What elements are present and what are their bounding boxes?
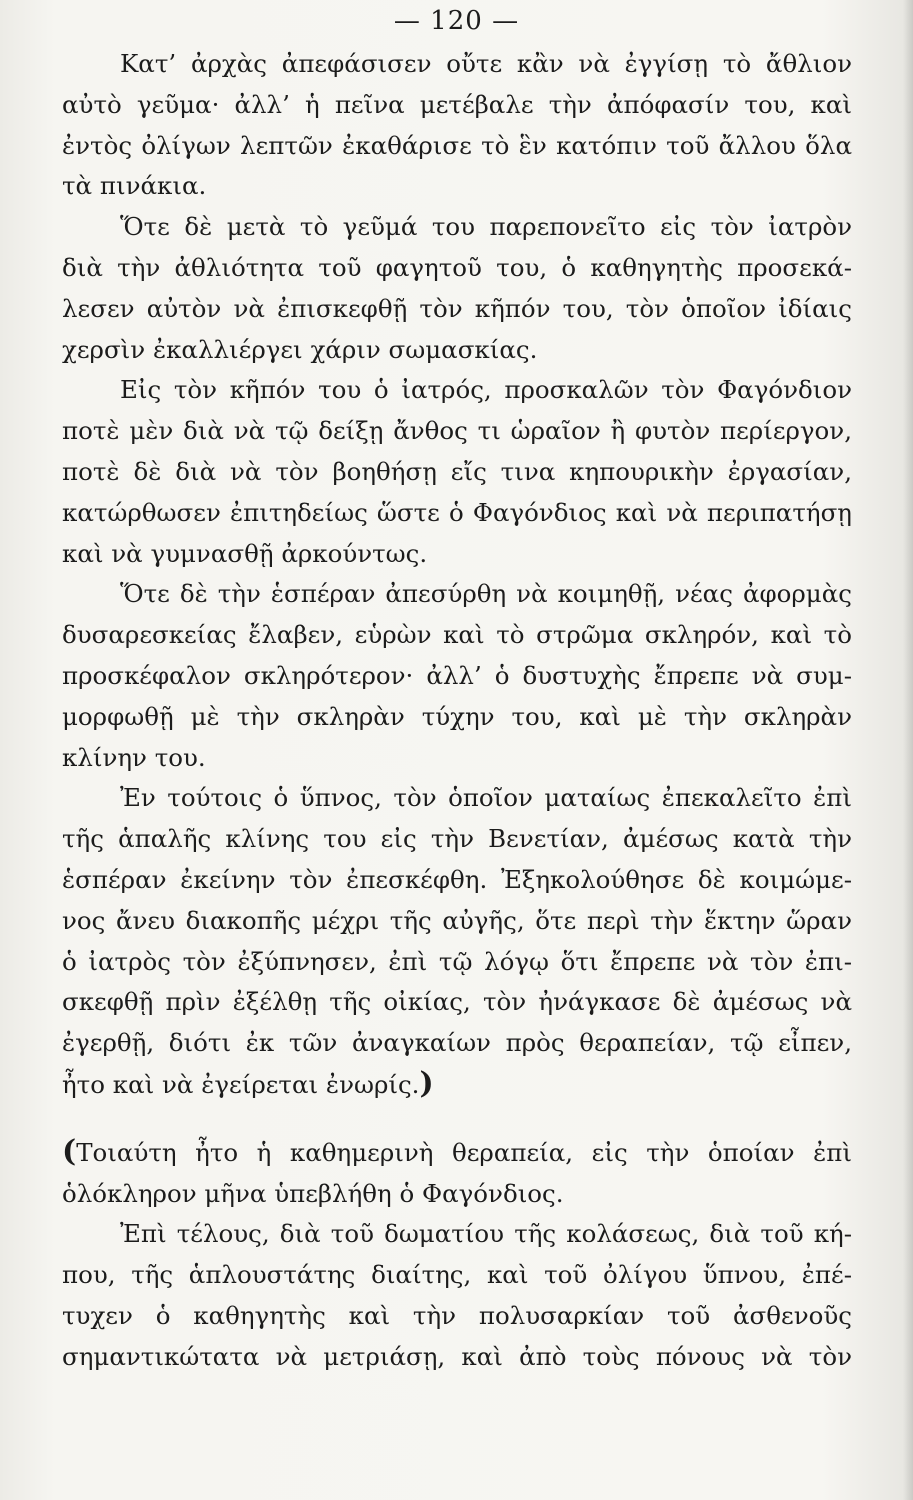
text-line: Ἐν τούτοις ὁ ὕπνος, τὸν ὁποῖον ματαίως ἐπεκαλεῖτο ἐπὶ: [120, 783, 852, 813]
text-line: κλίνην του.: [62, 742, 206, 772]
text-line: Κατ’ ἀρχὰς ἀπεφάσισεν οὔτε κἂν νὰ ἐγγίσῃ τὸ ἄθλιον: [120, 49, 852, 78]
text-line: σκεφθῇ πρὶν ἐξέλθῃ τῆς οἰκίας, τὸν ἠνάγκασε δὲ ἀμέσως νὰ: [62, 987, 852, 1017]
paragraph-3: [62, 370, 852, 574]
closing-bracket-mark: ): [419, 1065, 434, 1101]
text-line: αὐτὸ γεῦμα· ἀλλ’ ἡ πεῖνα μετέβαλε τὴν ἀπόφασίν του, καὶ: [62, 89, 852, 119]
text-line: [62, 1064, 852, 1106]
text-line: ὁλόκληρον μῆνα ὑπεβλήθη ὁ Φαγόνδιος.: [62, 1178, 564, 1208]
text-line: ποτὲ μὲν διὰ νὰ τῷ δείξῃ ἄνθος τι ὡραῖον ἢ φυτὸν περίεργον,: [62, 416, 852, 446]
paragraph-2: [62, 207, 852, 370]
paragraph-5: [62, 778, 852, 1105]
text-line: τυχεν ὁ καθηγητὴς καὶ τὴν πολυσαρκίαν τοῦ ἀσθενοῦς: [62, 1300, 852, 1330]
text-line: δυσαρεσκείας ἔλαβεν, εὑρὼν καὶ τὸ στρῶμα σκληρόν, καὶ τὸ: [62, 620, 852, 650]
text-line: ὁ ἰατρὸς τὸν ἐξύπνησεν, ἐπὶ τῷ λόγῳ ὅτι ἔπρεπε νὰ τὸν ἐπι-: [62, 946, 852, 976]
text-line: χερσὶν ἐκαλλιέργει χάριν σωμασκίας.: [62, 334, 538, 364]
body-text: [62, 44, 852, 1378]
text-line: ποτὲ δὲ διὰ νὰ τὸν βοηθήσῃ εἴς τινα κηπουρικὴν ἐργασίαν,: [62, 456, 852, 486]
text-line: κατώρθωσεν ἐπιτηδείως ὥστε ὁ Φαγόνδιος καὶ νὰ περιπατήσῃ: [62, 497, 852, 527]
page-number: — 120 —: [393, 6, 520, 36]
text-line: προσκέφαλον σκληρότερον· ἀλλ’ ὁ δυστυχὴς ἔπρεπε νὰ συμ-: [62, 660, 852, 690]
text-line: Ὅτε δὲ τὴν ἑσπέραν ἀπεσύρθη νὰ κοιμηθῇ, νέας ἀφορμὰς: [120, 579, 852, 609]
text-line: σημαντικώτατα νὰ μετριάσῃ, καὶ ἀπὸ τοὺς πόνους νὰ τὸν: [62, 1341, 852, 1371]
text-line: καὶ νὰ γυμνασθῇ ἀρκούντως.: [62, 538, 428, 568]
text-line: Εἰς τὸν κῆπόν του ὁ ἰατρός, προσκαλῶν τὸν Φαγόνδιον: [120, 375, 852, 405]
text-line: Ἐπὶ τέλους, διὰ τοῦ δωματίου τῆς κολάσεως, διὰ τοῦ κή-: [120, 1219, 852, 1249]
text-line: διὰ τὴν ἀθλιότητα τοῦ φαγητοῦ του, ὁ καθηγητὴς προσεκά-: [62, 252, 852, 282]
text-line-content: ἦτο καὶ νὰ ἐγείρεται ἐνωρίς.: [62, 1069, 420, 1099]
text-line: ἐντὸς ὀλίγων λεπτῶν ἐκαθάρισε τὸ ἓν κατόπιν τοῦ ἄλλου ὅλα: [62, 130, 852, 160]
opening-bracket-mark: (: [62, 1133, 77, 1169]
paragraph-4: [62, 574, 852, 778]
text-line: τῆς ἁπαλῆς κλίνης του εἰς τὴν Βενετίαν, ἀμέσως κατὰ τὴν: [62, 824, 852, 854]
page-edge-shadow: [903, 0, 913, 1500]
text-line: που, τῆς ἁπλουστάτης διαίτης, καὶ τοῦ ὀλίγου ὕπνου, ἐπέ-: [62, 1260, 852, 1290]
text-line: [62, 1132, 852, 1174]
paragraph-7: [62, 1214, 852, 1377]
text-line: ἑσπέραν ἐκείνην τὸν ἐπεσκέφθη. Ἐξηκολούθησε δὲ κοιμώμε-: [62, 864, 852, 894]
text-line: λεσεν αὐτὸν νὰ ἐπισκεφθῇ τὸν κῆπόν του, τὸν ὁποῖον ἰδίαις: [62, 293, 852, 323]
paragraph-6: [62, 1132, 852, 1215]
text-line-content: Τοιαύτη ἦτο ἡ καθημερινὴ θεραπεία, εἰς τὴν ὁποίαν ἐπὶ: [76, 1137, 852, 1167]
text-line: Ὅτε δὲ μετὰ τὸ γεῦμά του παρεπονεῖτο εἰς τὸν ἰατρὸν: [120, 212, 852, 242]
paragraph-gap: [62, 1106, 852, 1132]
text-line: ἐγερθῇ, διότι ἐκ τῶν ἀναγκαίων πρὸς θεραπείαν, τῷ εἶπεν,: [62, 1028, 852, 1058]
text-line: νος ἄνευ διακοπῆς μέχρι τῆς αὐγῆς, ὅτε περὶ τὴν ἕκτην ὥραν: [62, 905, 852, 935]
paragraph-1: [62, 44, 852, 207]
text-line: τὰ πινάκια.: [62, 171, 207, 201]
text-line: μορφωθῇ μὲ τὴν σκληρὰν τύχην του, καὶ μὲ τὴν σκληρὰν: [62, 701, 852, 731]
